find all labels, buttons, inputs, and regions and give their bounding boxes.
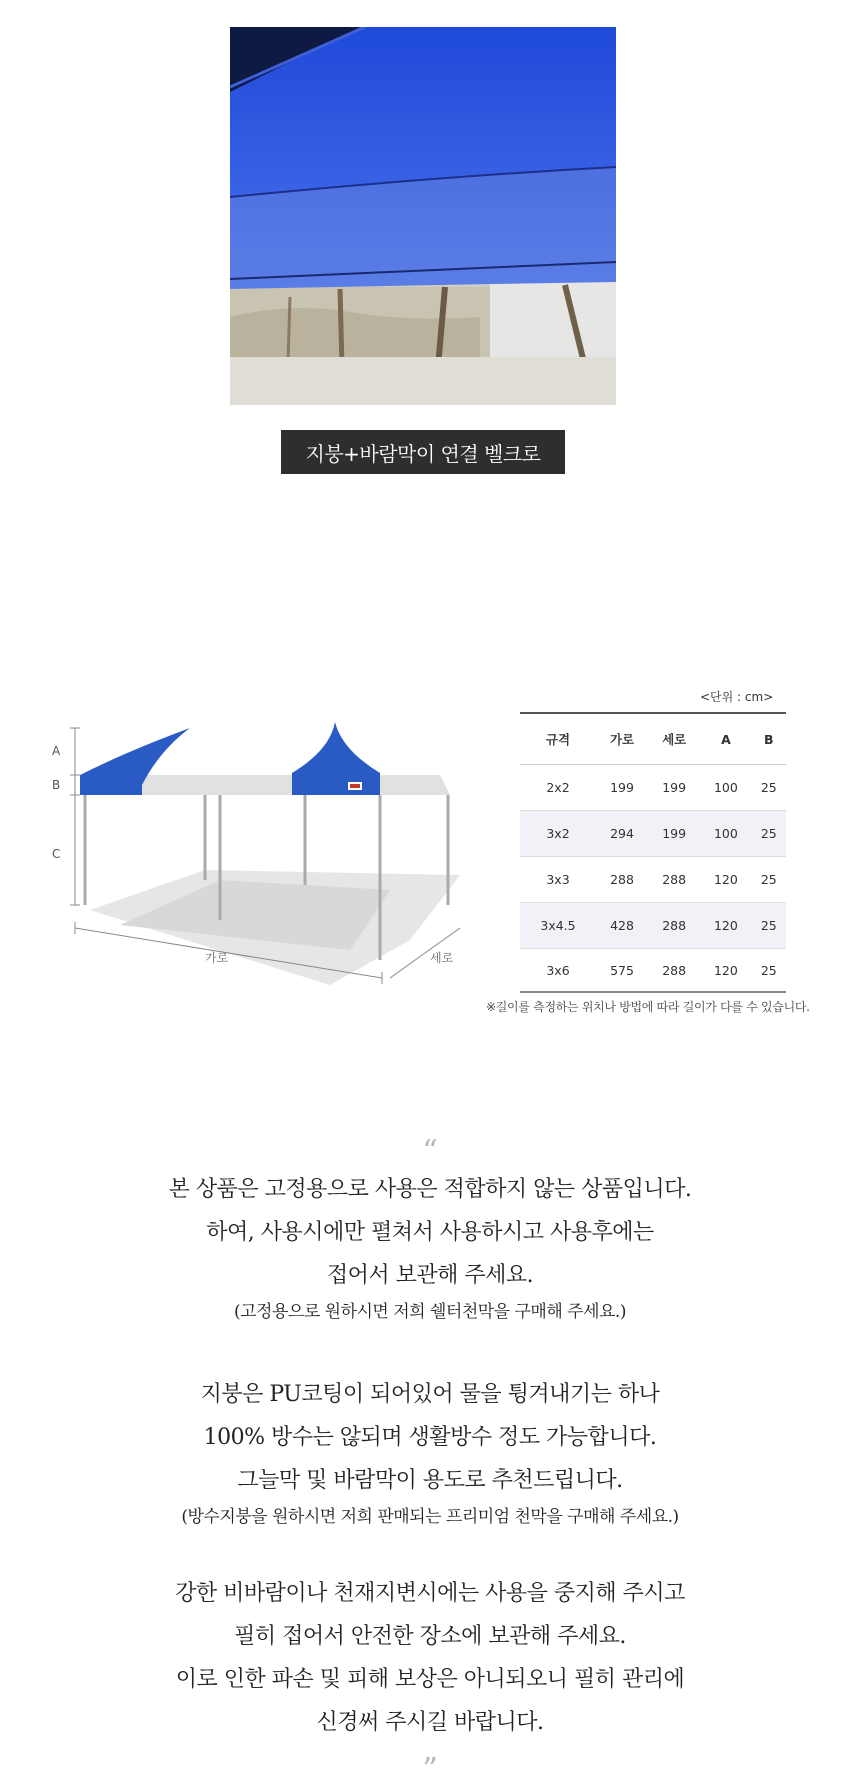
table-cell: 3x3 xyxy=(520,857,596,903)
measurement-footnote: ※길이를 측정하는 위치나 방법에 따라 길이가 다를 수 있습니다. xyxy=(486,1000,810,1014)
notice-line: 이로 인한 파손 및 피해 보상은 아니되오니 필히 관리에 xyxy=(175,1667,685,1692)
notice-line: 필히 접어서 안전한 장소에 보관해 주세요. xyxy=(234,1624,626,1649)
spec-table xyxy=(520,712,786,993)
col-header: 가로 xyxy=(596,713,648,765)
table-cell: 294 xyxy=(596,811,648,857)
notice-paragraph-2 xyxy=(0,1373,860,1532)
table-cell: 25 xyxy=(752,765,786,811)
dim-label-a: A xyxy=(52,744,61,758)
table-cell: 288 xyxy=(648,857,700,903)
table-cell: 25 xyxy=(752,811,786,857)
notice-line: 강한 비바람이나 천재지변시에는 사용을 중지해 주시고 xyxy=(175,1581,685,1606)
table-cell: 120 xyxy=(700,949,751,993)
dim-label-c: C xyxy=(52,847,61,861)
notice-note: (방수지붕을 원하시면 저희 판매되는 프리미엄 천막을 구매해 주세요.) xyxy=(181,1507,679,1527)
table-cell: 428 xyxy=(596,903,648,949)
table-row xyxy=(520,811,786,857)
table-cell: 100 xyxy=(700,765,751,811)
close-quote-icon: ” xyxy=(422,1752,438,1787)
table-cell: 2x2 xyxy=(520,765,596,811)
dim-label-width: 가로 xyxy=(205,951,229,965)
table-cell: 25 xyxy=(752,857,786,903)
unit-note: <단위 : cm> xyxy=(700,690,774,704)
notice-line: 지붕은 PU코팅이 되어있어 물을 튕겨내기는 하나 xyxy=(200,1382,660,1407)
table-cell: 25 xyxy=(752,903,786,949)
table-cell: 288 xyxy=(648,949,700,993)
notice-line: 본 상품은 고정용으로 사용은 적합하지 않는 상품입니다. xyxy=(168,1177,692,1202)
table-cell: 575 xyxy=(596,949,648,993)
table-row xyxy=(520,765,786,811)
table-cell: 120 xyxy=(700,903,751,949)
table-cell: 288 xyxy=(596,857,648,903)
table-cell: 120 xyxy=(700,857,751,903)
notice-line: 하여, 사용시에만 펼쳐서 사용하시고 사용후에는 xyxy=(206,1220,654,1245)
table-cell: 3x2 xyxy=(520,811,596,857)
table-cell: 199 xyxy=(648,765,700,811)
notice-paragraph-3 xyxy=(0,1572,860,1744)
col-header: A xyxy=(700,713,751,765)
table-row xyxy=(520,949,786,993)
product-photo xyxy=(230,27,616,405)
notice-line: 그늘막 및 바람막이 용도로 추천드립니다. xyxy=(237,1468,623,1493)
table-cell: 288 xyxy=(648,903,700,949)
notice-line: 접어서 보관해 주세요. xyxy=(326,1263,534,1288)
table-cell: 199 xyxy=(596,765,648,811)
table-cell: 3x4.5 xyxy=(520,903,596,949)
table-cell: 199 xyxy=(648,811,700,857)
notice-paragraph-1 xyxy=(0,1168,860,1327)
dim-label-depth: 세로 xyxy=(430,951,454,965)
notice-line: 100% 방수는 않되며 생활방수 정도 가능합니다. xyxy=(203,1425,657,1450)
table-cell: 100 xyxy=(700,811,751,857)
open-quote-icon: “ xyxy=(422,1134,438,1169)
col-header: 세로 xyxy=(648,713,700,765)
notice-line: 신경써 주시길 바랍니다. xyxy=(316,1710,544,1735)
col-header: B xyxy=(752,713,786,765)
roof-peak-right xyxy=(292,722,380,795)
col-header: 규격 xyxy=(520,713,596,765)
dim-label-b: B xyxy=(52,778,61,792)
table-row xyxy=(520,903,786,949)
table-row xyxy=(520,857,786,903)
table-cell: 3x6 xyxy=(520,949,596,993)
table-cell: 25 xyxy=(752,949,786,993)
table-header-row xyxy=(520,713,786,765)
tent-dimension-diagram xyxy=(30,700,470,1030)
photo-caption: 지붕+바람막이 연결 벨크로 xyxy=(281,430,565,474)
notice-note: (고정용으로 원하시면 저희 쉘터천막을 구매해 주세요.) xyxy=(234,1302,626,1322)
